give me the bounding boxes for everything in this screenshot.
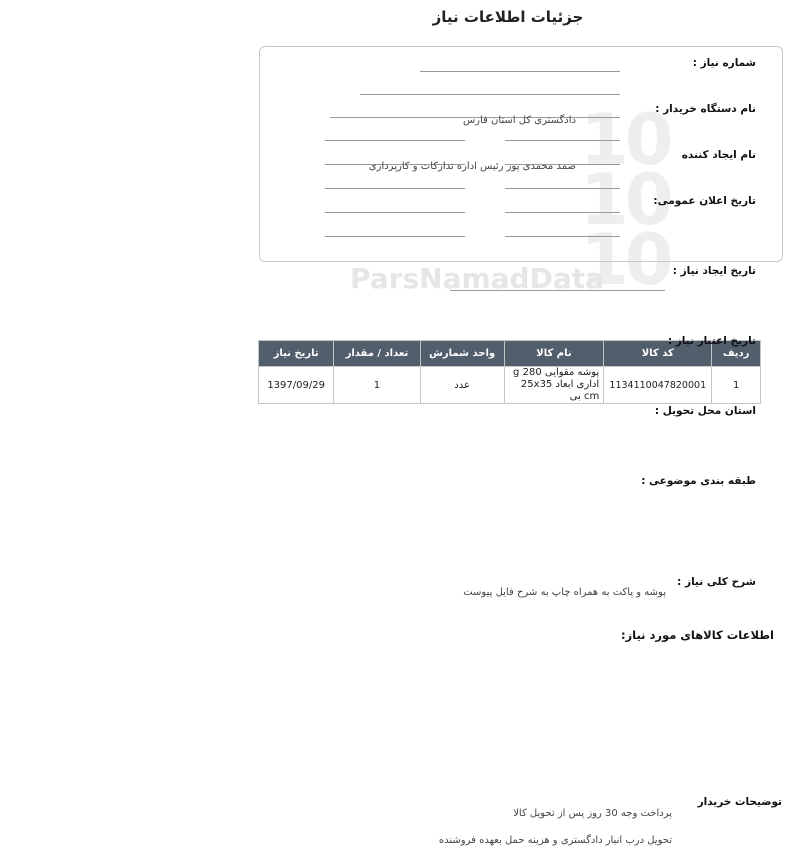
process-label	[398, 498, 796, 510]
valid-time-value	[334, 370, 796, 381]
col-code: کد کالا	[604, 341, 712, 367]
announce-date-label: تاریخ اعلان عمومی:	[653, 195, 756, 207]
need-number-value	[497, 69, 796, 80]
valid-date-line	[505, 188, 620, 189]
watermark-digits: 101010	[580, 99, 670, 301]
cell-unit: عدد	[420, 367, 504, 404]
cell-date: 1397/09/29	[259, 367, 334, 404]
col-qty: تعداد / مقدار	[334, 341, 420, 367]
announce-time-label	[410, 218, 796, 230]
need-number-label: شماره نیاز :	[692, 57, 756, 69]
col-unit: واحد شمارش	[420, 341, 504, 367]
province-label: استان محل تحویل :	[654, 405, 756, 417]
announce-time-line	[325, 140, 465, 141]
summary-label: شرح کلی نیاز :	[677, 576, 756, 588]
col-name: نام کالا	[504, 341, 604, 367]
announce-date-line	[505, 140, 620, 141]
valid-date-label: تاریخ اعتبار نیاز :	[667, 335, 756, 347]
announce-date-value	[536, 207, 796, 218]
valid-time-line	[325, 188, 465, 189]
cell-row: 1	[712, 367, 761, 404]
city-value	[325, 440, 796, 451]
city-label	[398, 428, 796, 440]
category-label: طبقه بندی موضوعی :	[641, 475, 756, 487]
watermark-brand: ParsNamadData	[350, 262, 604, 295]
buyer-org-value: دادگستری کل استان فارس	[462, 115, 576, 126]
creator-label: نام ایجاد کننده	[681, 149, 756, 161]
announce-time-value	[334, 230, 796, 241]
cell-name: پوشه مقوایی 280 g اداری ابعاد 25x35 cm بی	[504, 367, 604, 404]
summary-value: پوشه و پاکت به همراه چاپ به شرح فایل پیوست	[463, 587, 666, 598]
buyer-notes-label: توضیحات خریدار	[697, 796, 782, 808]
items-section-title: اطلاعات کالاهای مورد نیاز:	[620, 628, 774, 642]
buyer-notes-line-1: پرداخت وجه 30 روز پس از تحویل کالا	[513, 808, 672, 819]
page-title: جزئیات اطلاعات نیاز	[432, 8, 584, 26]
create-date-value	[536, 277, 796, 288]
create-date-label: تاریخ ایجاد نیاز :	[672, 265, 756, 277]
buyer-notes-line-2: تحویل درب انبار دادگستری و هزینه حمل بعهده فروشنده	[438, 835, 672, 846]
province-value	[550, 417, 796, 428]
create-time-value	[334, 300, 796, 311]
cell-code: 1134110047820001	[604, 367, 712, 404]
col-date: تاریخ نیاز	[259, 341, 334, 367]
buyer-org-label: نام دستگاه خریدار :	[655, 103, 756, 115]
valid-date-value	[536, 347, 796, 358]
create-time-label	[410, 288, 796, 300]
creator-value: صمد محمدی پور رئیس اداره تدارکات و کارپردازی	[368, 161, 576, 172]
valid-time-label	[410, 358, 796, 370]
category-value	[556, 487, 796, 498]
col-row: ردیف	[712, 341, 761, 367]
city-line	[325, 212, 465, 213]
cell-qty: 1	[334, 367, 420, 404]
buyer-org-line	[360, 94, 620, 95]
process-value	[332, 510, 796, 521]
